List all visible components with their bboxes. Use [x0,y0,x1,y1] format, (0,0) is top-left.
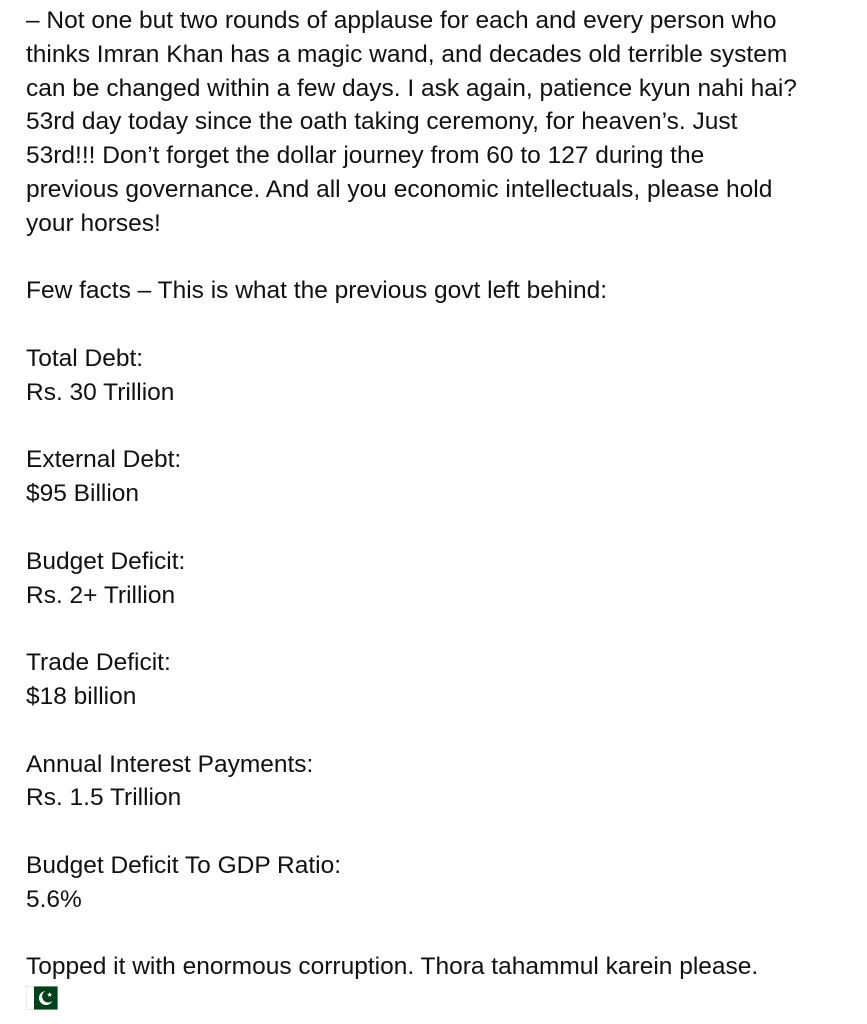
fact-deficit-gdp-ratio [26,849,852,917]
fact-external-debt [26,443,852,511]
fact-label: Annual Interest Payments: [26,750,314,778]
fact-value: $18 billion [26,682,137,710]
fact-value: Rs. 2+ Trillion [26,581,176,609]
fact-total-debt [26,342,852,410]
fact-label: Budget Deficit: [26,547,186,575]
fact-value: Rs. 30 Trillion [26,378,175,406]
facts-heading [26,274,852,308]
pakistan-flag-icon [26,986,58,1010]
closing-text: Topped it with enormous corruption. Thora tahammul karein please. [26,953,759,981]
intro-line: 53rd!!! Don’t forget the dollar journey from 60 to 127 during the [26,142,705,170]
fact-label: Total Debt: [26,344,144,372]
intro-paragraph [26,4,852,241]
fact-trade-deficit [26,646,852,714]
fact-value: $95 Billion [26,480,140,508]
intro-line: previous governance. And all you economic intellectuals, please hold [26,175,773,203]
fact-value: 5.6% [26,885,82,913]
facts-heading-text: Few facts – This is what the previous govt left behind: [26,277,608,305]
intro-line: can be changed within a few days. I ask again, patience kyun nahi hai? [26,74,797,102]
fact-budget-deficit [26,545,852,613]
intro-line: – Not one but two rounds of applause for each and every person who [26,7,777,34]
fact-label: External Debt: [26,446,182,474]
intro-line: thinks Imran Khan has a magic wand, and decades old terrible system [26,40,788,68]
fact-label: Trade Deficit: [26,649,171,677]
post-body [26,4,852,1018]
intro-line: 53rd day today since the oath taking ceremony, for heaven’s. Just [26,108,738,136]
closing-paragraph [26,950,852,1018]
fact-label: Budget Deficit To GDP Ratio: [26,851,342,879]
fact-annual-interest [26,748,852,816]
intro-line: your horses! [26,209,161,237]
fact-value: Rs. 1.5 Trillion [26,784,182,812]
